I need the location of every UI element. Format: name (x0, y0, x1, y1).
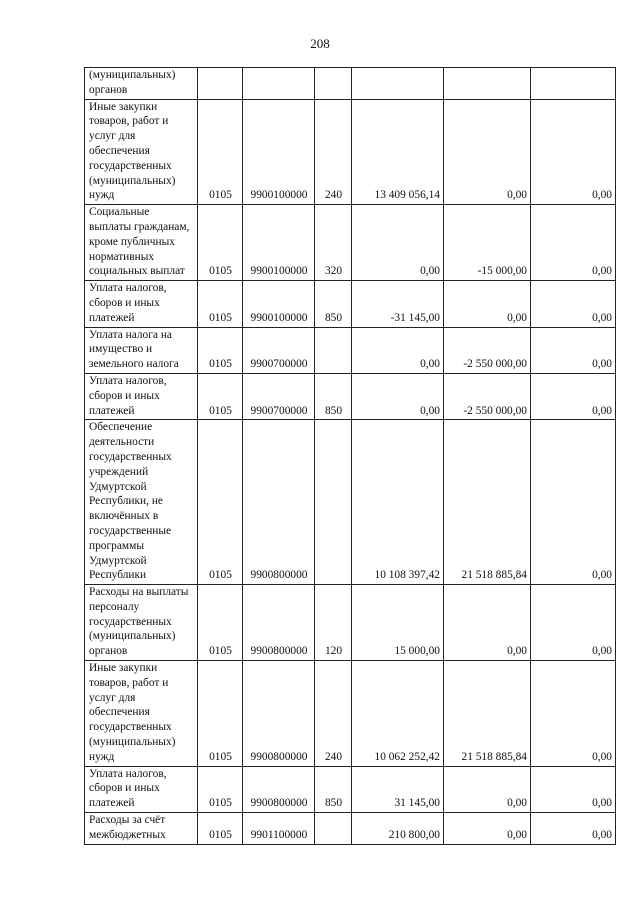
expense-type-code: 240 (315, 99, 352, 205)
row-name: (муниципальных) органов (85, 68, 198, 100)
expense-type-code: 240 (315, 661, 352, 767)
amount-2: 21 518 885,84 (444, 420, 531, 585)
amount-3: 0,00 (531, 813, 616, 845)
amount-3: 0,00 (531, 420, 616, 585)
amount-1: 0,00 (352, 205, 444, 281)
row-name: Уплата налогов, сборов и иных платежей (85, 373, 198, 419)
section-code: 0105 (198, 327, 243, 373)
expense-type-code: 850 (315, 373, 352, 419)
table-row (85, 661, 616, 767)
section-code: 0105 (198, 585, 243, 661)
expense-type-code (315, 813, 352, 845)
table-row (85, 813, 616, 845)
row-name: Иные закупки товаров, работ и услуг для обеспечения государственных (муниципальных) нужд (85, 661, 198, 767)
section-code (198, 68, 243, 100)
amount-2: 0,00 (444, 766, 531, 812)
section-code: 0105 (198, 420, 243, 585)
table-row (85, 205, 616, 281)
amount-3: 0,00 (531, 585, 616, 661)
amount-1: 31 145,00 (352, 766, 444, 812)
target-article-code: 9900700000 (243, 373, 315, 419)
expense-type-code: 850 (315, 766, 352, 812)
row-name: Обеспечение деятельности государственных учреждений Удмуртской Республики, не включённых в государственные программы Удмуртской Республики (85, 420, 198, 585)
amount-2: -2 550 000,00 (444, 373, 531, 419)
amount-1: 10 062 252,42 (352, 661, 444, 767)
amount-1: 0,00 (352, 373, 444, 419)
target-article-code (243, 68, 315, 100)
section-code: 0105 (198, 99, 243, 205)
amount-1: 210 800,00 (352, 813, 444, 845)
amount-2: 0,00 (444, 281, 531, 327)
amount-1 (352, 68, 444, 100)
expense-type-code (315, 420, 352, 585)
target-article-code: 9900800000 (243, 585, 315, 661)
row-name: Уплата налогов, сборов и иных платежей (85, 281, 198, 327)
amount-2 (444, 68, 531, 100)
table-row (85, 585, 616, 661)
expense-type-code: 320 (315, 205, 352, 281)
row-name: Уплата налога на имущество и земельного налога (85, 327, 198, 373)
amount-1: 13 409 056,14 (352, 99, 444, 205)
section-code: 0105 (198, 766, 243, 812)
target-article-code: 9900800000 (243, 420, 315, 585)
page-number: 208 (310, 36, 330, 51)
target-article-code: 9900700000 (243, 327, 315, 373)
target-article-code: 9900800000 (243, 661, 315, 767)
section-code: 0105 (198, 205, 243, 281)
amount-3: 0,00 (531, 281, 616, 327)
amount-2: 0,00 (444, 813, 531, 845)
row-name: Иные закупки товаров, работ и услуг для обеспечения государственных (муниципальных) нужд (85, 99, 198, 205)
section-code: 0105 (198, 813, 243, 845)
amount-3: 0,00 (531, 661, 616, 767)
amount-3 (531, 68, 616, 100)
amount-3: 0,00 (531, 373, 616, 419)
table-row (85, 327, 616, 373)
target-article-code: 9900100000 (243, 99, 315, 205)
amount-3: 0,00 (531, 205, 616, 281)
target-article-code: 9900100000 (243, 281, 315, 327)
section-code: 0105 (198, 661, 243, 767)
amount-2: -15 000,00 (444, 205, 531, 281)
expense-type-code (315, 327, 352, 373)
target-article-code: 9901100000 (243, 813, 315, 845)
amount-1: 0,00 (352, 327, 444, 373)
amount-1: 15 000,00 (352, 585, 444, 661)
table-row (85, 373, 616, 419)
section-code: 0105 (198, 281, 243, 327)
amount-1: 10 108 397,42 (352, 420, 444, 585)
row-name: Уплата налогов, сборов и иных платежей (85, 766, 198, 812)
amount-2: 21 518 885,84 (444, 661, 531, 767)
amount-3: 0,00 (531, 327, 616, 373)
amount-2: 0,00 (444, 99, 531, 205)
table-row (85, 99, 616, 205)
amount-3: 0,00 (531, 766, 616, 812)
expense-type-code: 120 (315, 585, 352, 661)
table-row (85, 281, 616, 327)
amount-1: -31 145,00 (352, 281, 444, 327)
row-name: Расходы за счёт межбюджетных (85, 813, 198, 845)
amount-3: 0,00 (531, 99, 616, 205)
target-article-code: 9900800000 (243, 766, 315, 812)
expense-type-code: 850 (315, 281, 352, 327)
row-name: Социальные выплаты гражданам, кроме публичных нормативных социальных выплат (85, 205, 198, 281)
table-row (85, 766, 616, 812)
table-row (85, 68, 616, 100)
table-row (85, 420, 616, 585)
row-name: Расходы на выплаты персоналу государственных (муниципальных) органов (85, 585, 198, 661)
budget-table (84, 67, 616, 845)
amount-2: -2 550 000,00 (444, 327, 531, 373)
amount-2: 0,00 (444, 585, 531, 661)
section-code: 0105 (198, 373, 243, 419)
target-article-code: 9900100000 (243, 205, 315, 281)
expense-type-code (315, 68, 352, 100)
